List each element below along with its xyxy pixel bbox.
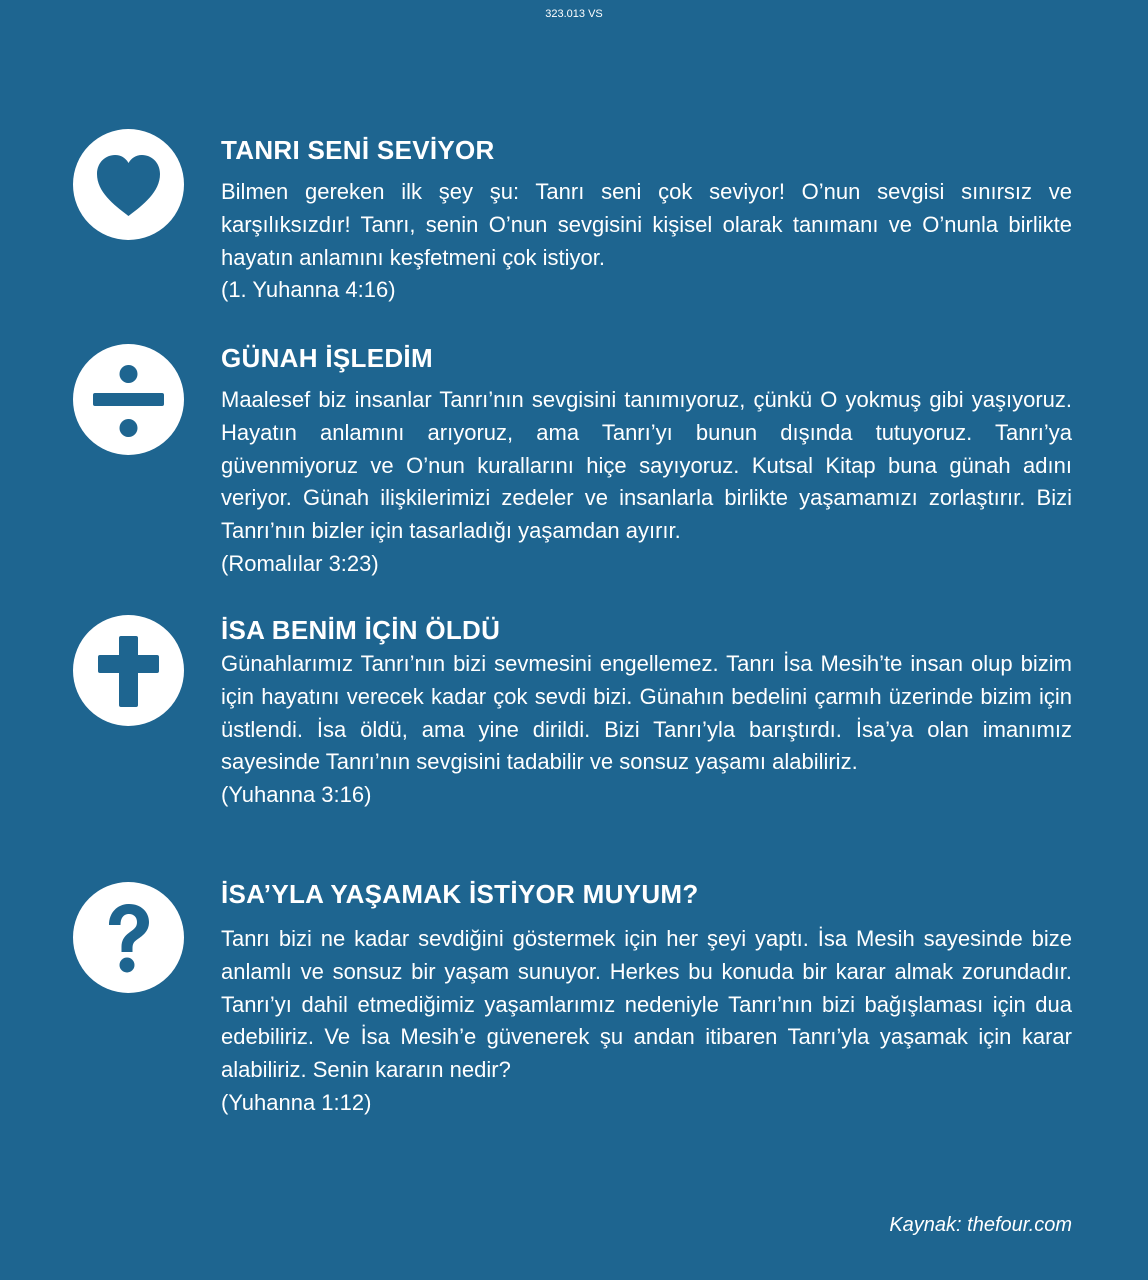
scripture-reference: (1. Yuhanna 4:16) — [221, 277, 396, 303]
document-code: 323.013 VS — [545, 8, 603, 20]
cross-icon — [73, 615, 184, 726]
section-body: Maalesef biz insanlar Tanrı’nın sevgisini tanımıyoruz, çünkü O yokmuş gibi yaşıyoruz. Hayatın anlamını arıyoruz, ama Tanrı’yı bunun dışında tutuyoruz. Tanrı’ya güvenmiyoruz ve O’nun kurallarını hiçe sayıyoruz. Kutsal Kitap buna günah adını veriyor. Günah ilişkilerimizi zedeler ve insanlarla birlikte yaşamamızı zorlaştırır. Bizi Tanrı’nın bizler için tasarladığı yaşamdan ayırır. — [221, 387, 1072, 544]
scripture-reference: (Yuhanna 3:16) — [221, 782, 372, 808]
source-credit: Kaynak: thefour.com — [889, 1214, 1072, 1236]
section-body: Günahlarımız Tanrı’nın bizi sevmesini engellemez. Tanrı İsa Mesih’te insan olup bizim için hayatını verecek kadar çok sevdi bizi. Günahın bedelini çarmıh üzerinde bizim için üstlendi. İsa öldü, ama yine dirildi. Bizi Tanrı’yla barıştırdı. İsa’ya olan imanımız sayesinde Tanrı’nın sevgisini tadabilir ve sonsuz yaşamı alabiliriz. — [221, 651, 1072, 775]
divide-icon — [73, 344, 184, 455]
section-body: Tanrı bizi ne kadar sevdiğini göstermek için her şeyi yaptı. İsa Mesih sayesinde bize anlamlı ve sonsuz bir yaşam sunuyor. Herkes bu konuda bir karar almak zorundadır. Tanrı’yı dahil etmediğimiz yaşamlarımız nedeniyle Tanrı’nın bizi bağışlaması için dua edebiliriz. Ve İsa Mesih’e güvenerek şu andan itibaren Tanrı’yla yaşamak için karar alabiliriz. Senin kararın nedir? — [221, 926, 1072, 1083]
section-heading: GÜNAH İŞLEDİM — [221, 343, 433, 373]
section-heading: İSA BENİM İÇİN ÖLDÜ — [221, 615, 501, 645]
heart-icon — [73, 129, 184, 240]
scripture-reference: (Yuhanna 1:12) — [221, 1089, 372, 1115]
question-mark-icon — [73, 882, 184, 993]
scripture-reference: (Romalılar 3:23) — [221, 550, 379, 576]
section-heading: TANRI SENİ SEVİYOR — [221, 135, 495, 165]
section-heading: İSA’YLA YAŞAMAK İSTİYOR MUYUM? — [221, 879, 699, 909]
section-body: Bilmen gereken ilk şey şu: Tanrı seni çok seviyor! O’nun sevgisi sınırsız ve karşılıksızdır! Tanrı, senin O’nun sevgisini kişisel olarak tanımanı ve O’nunla birlikte hayatın anlamını keşfetmeni çok istiyor. — [221, 179, 1072, 270]
